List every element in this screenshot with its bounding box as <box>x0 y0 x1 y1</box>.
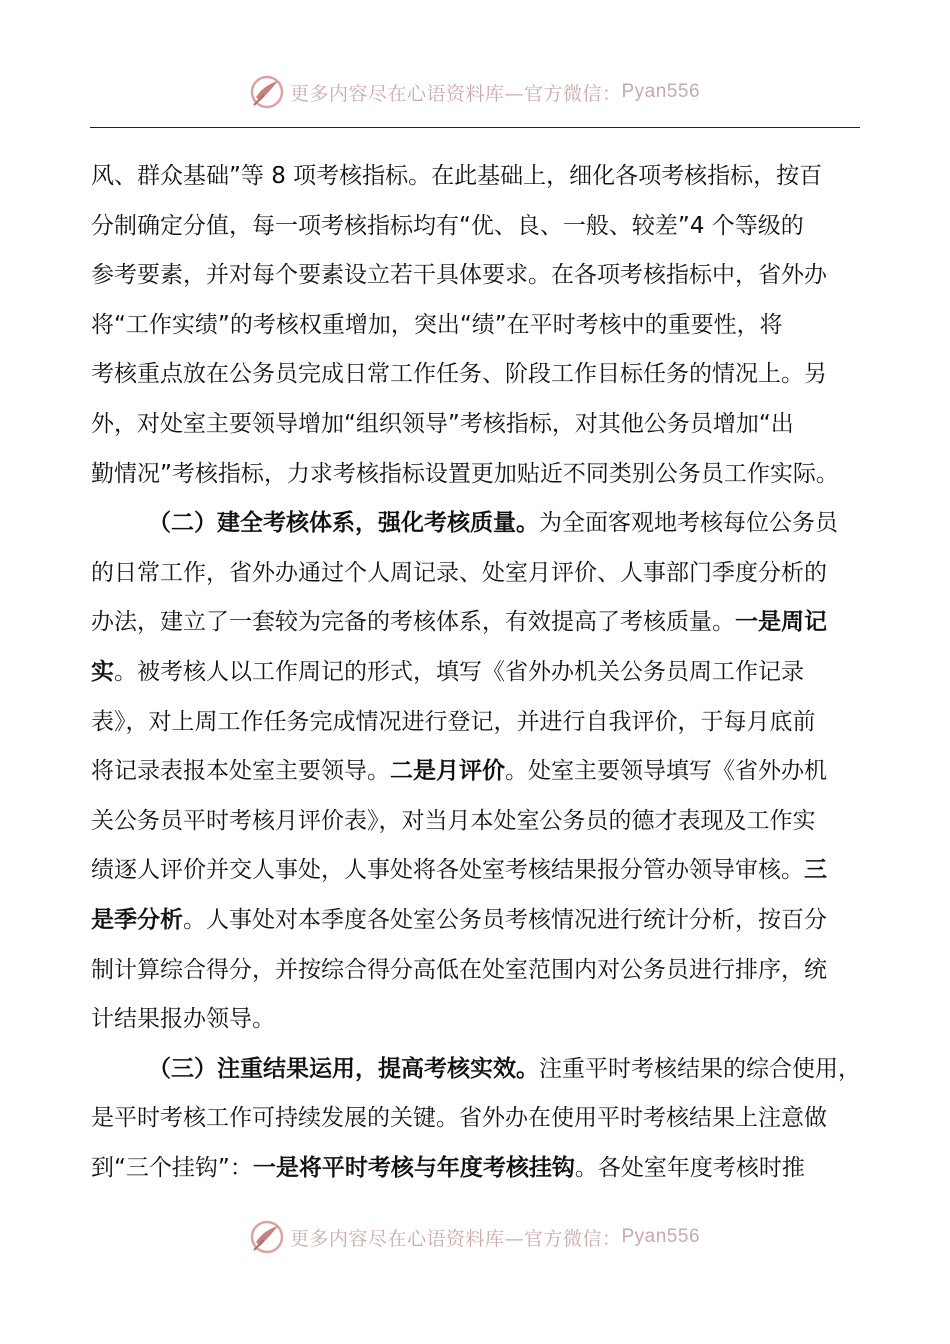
text-line <box>91 499 871 549</box>
header-watermark <box>0 72 950 112</box>
text-line <box>91 995 871 1045</box>
text-line <box>91 896 871 946</box>
text-line <box>91 1045 871 1095</box>
text-segment: 。处室主要领导填写《省外办机 <box>505 758 827 785</box>
text-segment: 是平时考核工作可持续发展的关键。省外办在使用平时考核结果上注意做 <box>91 1105 827 1132</box>
text-segment: 制计算综合得分，并按综合得分高低在处室范围内对公务员进行排序，统 <box>91 956 827 983</box>
text-segment: 到“三个挂钩”： <box>91 1154 253 1181</box>
text-segment: 关公务员平时考核月评价表》，对当月本处室公务员的德才表现及工作实 <box>91 807 816 834</box>
text-segment: 办法，建立了一套较为完备的考核体系，有效提高了考核质量。 <box>91 609 735 636</box>
text-segment: 。各处室年度考核时推 <box>574 1154 805 1181</box>
pen-logo-icon <box>250 75 284 109</box>
text-line <box>91 251 871 301</box>
text-segment: 参考要素，并对每个要素设立若干具体要求。在各项考核指标中，省外办 <box>91 262 827 289</box>
footer-watermark <box>0 1217 950 1257</box>
text-segment: 将记录表报本处室主要领导。 <box>91 758 390 785</box>
pen-logo-icon <box>250 1220 284 1254</box>
watermark-text: 更多内容尽在心语资料库—官方微信： <box>289 82 622 105</box>
text-segment: 外，对处室主要领导增加“组织领导”考核指标，对其他公务员增加“出 <box>91 410 794 437</box>
text-line <box>91 350 871 400</box>
document-body <box>91 152 871 1193</box>
text-line <box>91 698 871 748</box>
bold-text-segment: 二是月评价 <box>390 758 505 785</box>
text-line <box>91 846 871 896</box>
watermark-text: 更多内容尽在心语资料库—官方微信： <box>289 1227 622 1250</box>
bold-text-segment: 实 <box>91 658 114 685</box>
text-segment: 绩逐人评价并交人事处，人事处将各处室考核结果报分管办领导审核。 <box>91 857 804 884</box>
text-line <box>91 598 871 648</box>
text-line <box>91 946 871 996</box>
text-segment: 的日常工作，省外办通过个人周记录、处室月评价、人事部门季度分析的 <box>91 559 827 586</box>
text-segment: 风、群众基础”等 8 项考核指标。在此基础上，细化各项考核指标，按百 <box>91 163 823 189</box>
text-line <box>91 797 871 847</box>
text-line <box>91 400 871 450</box>
text-segment: 。人事处对本季度各处室公务员考核情况进行统计分析，按百分 <box>183 906 827 933</box>
text-line <box>91 1094 871 1144</box>
text-segment: 。被考核人以工作周记的形式，填写《省外办机关公务员周工作记录 <box>114 658 804 685</box>
bold-text-segment: （二）建全考核体系，强化考核质量。 <box>148 510 539 537</box>
text-segment: 考核重点放在公务员完成日常工作任务、阶段工作目标任务的情况上。另 <box>91 361 827 388</box>
text-segment: 为全面客观地考核每位公务员 <box>539 510 838 537</box>
text-line <box>91 301 871 351</box>
bold-text-segment: 是季分析 <box>91 906 183 933</box>
bold-text-segment: 三 <box>804 857 827 884</box>
text-segment: 注重平时考核结果的综合使用， <box>539 1055 861 1082</box>
header-rule <box>90 127 860 128</box>
bold-text-segment: （三）注重结果运用，提高考核实效。 <box>148 1055 539 1082</box>
text-segment: 表》，对上周工作任务完成情况进行登记，并进行自我评价，于每月底前 <box>91 708 816 735</box>
watermark-wechat-id: Pyan556 <box>621 1226 701 1247</box>
text-line <box>91 202 871 252</box>
watermark-wechat-id: Pyan556 <box>621 81 701 102</box>
text-line <box>91 450 871 500</box>
text-segment: 勤情况”考核指标，力求考核指标设置更加贴近不同类别公务员工作实际。 <box>91 460 839 487</box>
text-segment: 将“工作实绩”的考核权重增加，突出“绩”在平时考核中的重要性，将 <box>91 311 783 338</box>
bold-text-segment: 一是将平时考核与年度考核挂钩 <box>252 1154 575 1181</box>
bold-text-segment: 一是周记 <box>735 609 827 636</box>
text-line <box>91 1144 871 1194</box>
text-segment: 分制确定分值，每一项考核指标均有“优、良、一般、较差”4 个等级的 <box>91 212 804 239</box>
text-line <box>91 648 871 698</box>
text-line <box>91 152 871 202</box>
text-line <box>91 747 871 797</box>
text-line <box>91 549 871 599</box>
text-segment: 计结果报办领导。 <box>91 1006 275 1033</box>
